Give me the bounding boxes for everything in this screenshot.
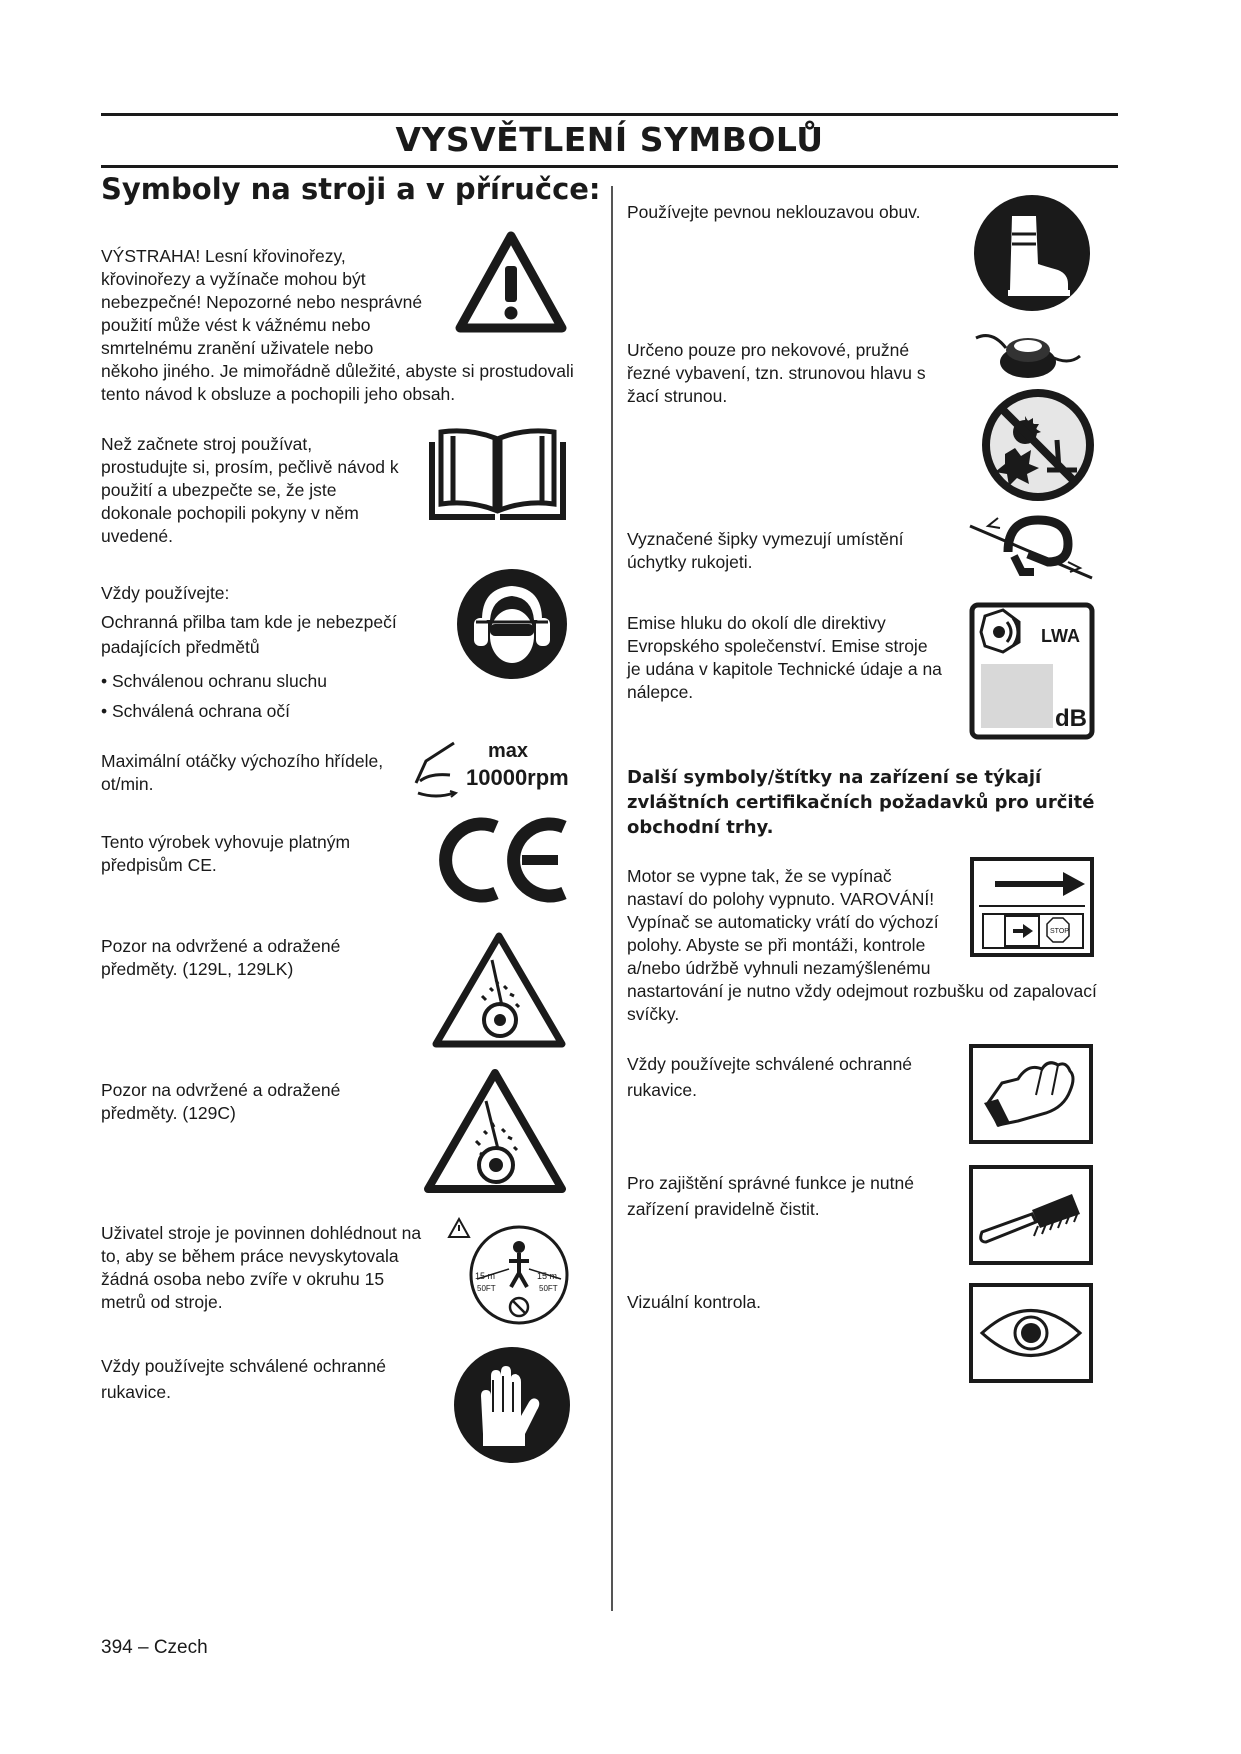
no-metal-blade-icon: [981, 388, 1095, 502]
max-rpm-icon: [410, 735, 570, 805]
stop-switch-icon: [969, 856, 1095, 958]
trimmer-head-icon: [972, 326, 1084, 384]
safety-distance-icon: [447, 1217, 572, 1327]
trimmer-head-text: Určeno pouze pro nekovové, pružné řezné vybavení, tzn. strunovou hlavu s žací strunou.: [627, 340, 926, 406]
page-title: VYSVĚTLENÍ SYMBOLŮ: [395, 120, 824, 159]
gloves-icon: [453, 1346, 571, 1464]
visual-check-text: Vizuální kontrola.: [627, 1292, 761, 1312]
safety-distance-text: Uživatel stroje je povinnen dohlédnout na to, aby se během práce nevyskytovala žádná osoba nebo zvíře v okruhu 15 metrů od stroje.: [101, 1223, 422, 1312]
ce-mark-icon: [438, 815, 570, 905]
boots-text: Používejte pevnou neklouzavou obuv.: [627, 202, 921, 222]
ce-text: Tento výrobek vyhovuje platným předpisům CE.: [101, 832, 351, 875]
thrown-objects-text-2: Pozor na odvržené a odražené předměty. (129C): [101, 1080, 341, 1123]
title-rule: [101, 165, 1118, 168]
visual-inspection-eye-icon: [968, 1282, 1094, 1384]
distance-right-ft: 50FT: [539, 1284, 558, 1293]
rpm-text: Maximální otáčky výchozího hřídele, ot/min.: [101, 751, 384, 794]
thrown-objects-warning-icon-2: [422, 1067, 568, 1195]
read-manual-icon: [425, 424, 570, 524]
rpm-label: 10000rpm: [466, 765, 569, 790]
helmet-ear-eye-protection-icon: [456, 568, 568, 680]
section-heading: Symboly na stroji a v příručce:: [101, 172, 601, 206]
cleaning-text: Pro zajištění správné funkce je nutné zařízení pravidelně čistit.: [627, 1173, 914, 1219]
noise-label-icon: [969, 602, 1095, 740]
warning-text: VÝSTRAHA! Lesní křovinořezy, křovinořezy a vyžínače mohou být nebezpečné! Nepozorné nebo nesprávné použití může vést k vážnému nebo smrtelnému zranění uživatele nebo někoho jiného. Je mimořádně důležité, abyste si prostudovali tento návod k obsluze a pochopili jeho obsah.: [101, 246, 574, 404]
noise-emission-text: Emise hluku do okolí dle direktivy Evropského společenství. Emise stroje je udána v kapitole Technické údaje a na nálepce.: [627, 613, 942, 702]
column-divider: [611, 186, 613, 1611]
protective-boots-icon: [972, 194, 1092, 312]
distance-right-m: 15 m: [537, 1271, 558, 1281]
stop-label: STOP: [1050, 928, 1069, 935]
gloves-text-right: Vždy používejte schválené ochranné rukavice.: [627, 1054, 913, 1100]
max-label: max: [488, 740, 529, 762]
thrown-objects-text-1: Pozor na odvržené a odražené předměty. (129L, 129LK): [101, 936, 341, 979]
thrown-objects-warning-icon: [430, 930, 568, 1050]
other-symbols-heading: Další symboly/štítky na zařízení se týkají zvláštních certifikačních požadavků pro určité obchodní trhy.: [627, 767, 1095, 838]
handle-position-icon: [968, 512, 1096, 584]
manual-text: Než začnete stroj používat, prostudujte si, prosím, pečlivě návod k použití a ubezpečte se, že jste dokonale pochopili pokyny v něm uvedené.: [101, 434, 399, 546]
handle-arrows-text: Vyznačené šipky vymezují umístění úchytky rukojeti.: [627, 529, 904, 572]
ppe-text: Vždy používejte: Ochranná přilba tam kde je nebezpečí padajících předmětů • Schválenou ochranu sluchu • Schválená ochrana očí: [101, 583, 397, 721]
warning-triangle-icon: [455, 230, 567, 334]
page-number: 394 – Czech: [101, 1637, 208, 1658]
top-rule: [101, 113, 1118, 116]
db-label: dB: [1055, 705, 1087, 732]
distance-left-ft: 50FT: [477, 1284, 496, 1293]
distance-left-m: 15 m: [475, 1271, 496, 1281]
stop-switch-text: Motor se vypne tak, že se vypínač nastaví do polohy vypnuto. VAROVÁNÍ! Vypínač se automaticky vrátí do výchozí polohy. Abyste se při montáži, kontrole a/nebo údržbě vyhnuli nezamýšlenému nastartování je nutno vždy odejmout rozbušku od zapalovací svíčky.: [627, 866, 1097, 1024]
lwa-label: LWA: [1041, 626, 1080, 646]
gloves-text-left: Vždy používejte schválené ochranné rukavice.: [101, 1356, 387, 1402]
cleaning-brush-icon: [968, 1164, 1094, 1266]
work-gloves-icon: [968, 1043, 1094, 1145]
